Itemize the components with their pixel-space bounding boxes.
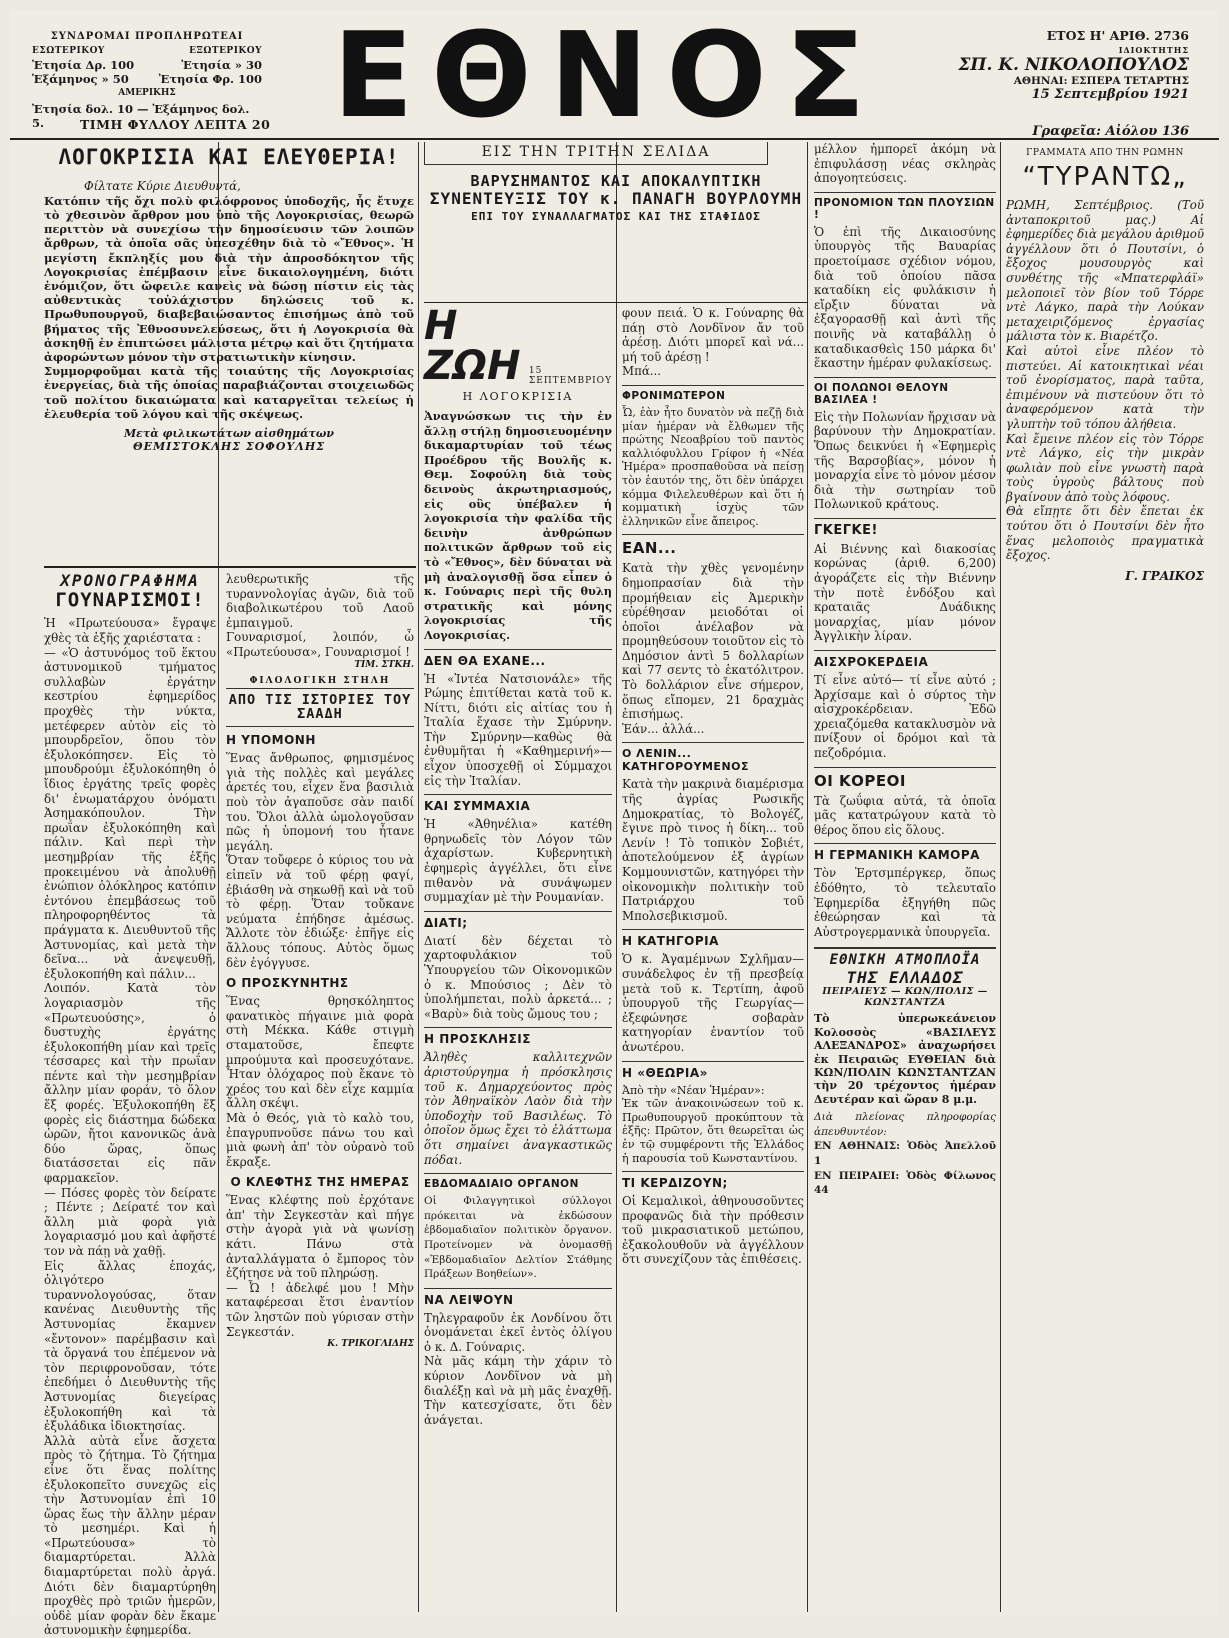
lenin-accused-body: Κατὰ τὴν μακρινὰ διαμέρισμα τῆς ἀγρίας Ρωσικῆς Δημοκρατίας, τὸ Βολογέζ, ἔγινε πρὸ τινος ἡ δίκη... τοῦ Λενίν ! Τὸ τοπικὸν Σοβιέτ, ἀποτελούμενον ἐξ ἀγρίων Κομμουνιστῶν, κατηγόρει τὴν οἰκονομικὴν πολιτικὴν τοῦ Πατριάρχου τοῦ Μπολσεβικισμοῦ. (622, 777, 804, 923)
life-title: Η ΖΩΗ (424, 303, 521, 389)
if-body: Κατὰ τὴν χθὲς γενομένην δημοπρασίαν διὰ τὴν προμήθειαν εἰς Ἀμερικὴν εὑρέθησαν μειοδόται οἱ ὁποῖοι ἀνέλαβον νὰ προμηθεύσουν τοιοῦτον εἰς τὸ Δημόσιον ἀντὶ 5 δολλαρίων καὶ 77 σεντς τὸ ἑκατόλιτρον. Τὸ δολλάριον εἶνε σήμερον, ὅπως εἴπομεν, 21 δραχμὰς ἐπισήμως. Ἐάν... ἀλλά... (622, 561, 804, 736)
literary-column-label: ΦΙΛΟΛΟΓΙΚΗ ΣΤΗΛΗ (249, 675, 391, 686)
theory-body: Ἀπὸ τὴν «Νέαν Ἡμέραν»: Ἐκ τῶν ἀνακοινώσεων τοῦ κ. Πρωθυπουργοῦ προκύπτουν τὰ ἑξῆς: Πρῶτον, ὅτι θεωρεῖται ὡς ἐν τῷ συμφέροντι τῆς Ἑλλάδος ἡ παρουσία τοῦ Κωνσταντίνου. (622, 1083, 804, 1165)
section-let-them-leave: ΝΑ ΛΕΙΨΟΥΝ (424, 1288, 612, 1307)
thief-body: Ἕνας κλέφτης ποὺ ἐρχότανε ἀπ' τὴν Σεγκεστὰν καὶ πήγε στὴν ἀγορὰ γιὰ νὰ ψωνίσῃ κάτι. Πάνω στὰ ἀνταλλάγματα ὁ ἔμπορος τὸν ἐζήτησε νὰ τοῦ πληρώσῃ. — Ὦ ! ἀδελφέ μου ! Μὴν καταφέρεσαι ἔτσι ἐναντίον τῶν ληστῶν ποὺ γύρισαν στὴν Σεγκεστάν. (226, 1193, 414, 1339)
editorial-closing: Μετὰ φιλικωτάτων αἰσθημάτων (123, 426, 335, 440)
owner-label: ΙΔΙΟΚΤΗΤΗΣ (1118, 45, 1189, 55)
office-address: Γραφεῖα: Αἰόλου 136 (1032, 124, 1189, 139)
section-lenin-accused: Ο ΛΕΝΙΝ... ΚΑΤΗΓΟΡΟΥΜΕΝΟΣ (622, 742, 804, 773)
weekly-organ-body: Οἱ Φιλαγγητικοὶ σύλλογοι πρόκειται νὰ ἐκδώσουν ἑβδομαδιαῖον πολιτικὸν ὄργανον. Προτείνομεν νὰ ὀνομασθῇ «Ἑβδομαδιαῖον Δελτίον Στάθμης Πράξεων Βοηθείων». (424, 1195, 612, 1281)
section-what-they-gain: ΤΙ ΚΕΡΔΙΖΟΥΝ; (622, 1171, 804, 1190)
alliance-body: Ἡ «Ἀθηνέλια» κατέθη θρηνωδεῖς τὸν Λόγον τῶν ἀχαρίστων. Κυβερνητικὴ ἐφημερὶς ἀγγέλλει, ὅτι εἶνε πιθανὸν νὰ συνάψωμεν συμμαχίαν μὲ τὴν Ρουμανίαν. (424, 817, 612, 905)
koreoi-body: Τὰ ζωΰφια αὐτά, τὰ ὁποῖα μᾶς κατατρώγουν κατὰ τὸ θέρος ὅπου εἰς ὅλους. (814, 793, 996, 837)
newspaper-title: ΕΘΝΟΣ (332, 6, 884, 144)
interview-headline-1: ΒΑΡΥΣΗΜΑΝΤΟΣ ΚΑΙ ΑΠΟΚΑΛΥΠΤΙΚΗ (470, 172, 762, 190)
foreign-label: ΕΞΩΤΕΡΙΚΟΥ (189, 46, 262, 56)
rate-foreign-francs: Ἐτησία Φρ. 100 (158, 72, 262, 86)
section-pilgrim: Ο ΠΡΟΣΚΥΝΗΤΗΣ (226, 976, 349, 991)
saadi-headline: ΑΠΟ ΤΙΣ ΙΣΤΟΡΙΕΣ ΤΟΥ ΣΑΑΔΗ (226, 688, 414, 728)
life-column (424, 303, 613, 1612)
chronicle-continuation-signature: ΤΙΜ. ΣΤΚΗ. (354, 659, 414, 670)
editorial-signature: ΘΕΜΙΣΤΟΚΛΗΣ ΣΟΦΟΥΛΗΣ (132, 439, 325, 453)
rome-letter-signature: Γ. ΓΡΑΙΚΟΣ (1125, 568, 1204, 583)
patience-body: Ἕνας ἄνθρωπος, φημισμένος γιὰ τὴς πολλὲς καὶ μεγάλες ἀρετές του, εἶχεν ἕνα βασιλιὰ ποὺ τὸν ἀγαποῦσε σὰν παιδί του. Ὅλοι ἀλλὰ ὡμολογοῦσαν πῶς ἡ ὑπομονή του ἦτανε μεγάλη. Ὅταν τοὔφερε ὁ κύριος του νὰ εἰπεῖν νὰ τοῦ φέρῃ φαγί, ἐβιάσθη νὰ σηκωθῇ καὶ νὰ τοῦ τὸ φέρῃ. Ὅταν τοὔκανε νεύματα ἐπήδησε ἀμέσως. Ἄλλοτε τὸν ἐδιώξε· ἐπῆγε εἰς ἄλλους τόπους. Αὐτὸς ὅμως δὲν ἐγόγγυσε. (226, 751, 414, 970)
gkegke-body: Αἱ Βιέννης καὶ διακοσίας κορώνας (ἀριθ. 6,200) ἀγοράζετε εἰς τὴν Βιέννην τὴν ποτὲ ἐνδόξου καὶ κραταιᾶς Δυάδικης μοναρχίας, μίαν μόνον Ἀγγλικὴν λίραν. (814, 541, 996, 644)
interview-banner (424, 142, 808, 322)
literary-column (226, 572, 414, 1612)
rome-letter-column (1006, 142, 1204, 1612)
section-accusation: Η ΚΑΤΗΓΟΡΙΑ (622, 929, 804, 948)
domestic-label: ΕΣΩΤΕΡΙΚΟΥ (32, 46, 105, 56)
interview-headline-2: ΣΥΝΕΝΤΕΥΞΙΣ ΤΟΥ κ. ΠΑΝΑΓΗ ΒΟΥΡΛΟΥΜΗ (429, 188, 803, 208)
editorial-headline: ΛΟΓΟΚΡΙΣΙΑ ΚΑΙ ΕΛΕΥΘΕΡΙΑ! (58, 145, 400, 169)
ad-info: Διὰ πλείονας πληροφορίας ἀπευθυντέον: (814, 1111, 996, 1138)
issue-number: ΕΤΟΣ Η' ΑΡΙΘ. 2736 (1046, 28, 1189, 43)
issue-price: ΤΙΜΗ ΦΥΛΛΟΥ ΛΕΠΤΑ 20 (80, 117, 271, 132)
section-patience: Η ΥΠΟΜΟΝΗ (226, 733, 316, 748)
profiteering-body: Τί εἶνε αὐτό— τί εἶνε αὐτό ; Ἀρχίσαμε καὶ ὁ σύρτος τὴν αἰσχροκέρδειαν. Ἐδῶ χρειαζόμεθα κατακλυσμὸν νὰ πνίξουν οἱ δρόμοι καὶ τὰ πεζοδρόμια. (814, 673, 996, 760)
section-poles-want-king: ΟΙ ΠΟΛΩΝΟΙ ΘΕΛΟΥΝ ΒΑΣΙΛΕΑ ! (814, 377, 996, 406)
third-page-tag: ΕΙΣ ΤΗΝ ΤΡΙΤΗΝ ΣΕΛΙΔΑ (424, 142, 768, 165)
rome-letter-body: ΡΩΜΗ, Σεπτέμβριος. (Τοῦ ἀνταποκριτοῦ μας.) Αἱ ἐφημερίδες διὰ μεγάλου ἀριθμοῦ ἀγγέλλουν ὅτι ὁ Πουτσίνι, ὁ ἔξοχος μουσουργὸς καὶ συνθέτης τῆς «Μπατερφλάϊ» μελοποιεῖ τὸν βίον τοῦ Τόρρε ντὲ Λάγκο, παρὰ τὴν Λούκαν μεταχειριζόμενος ἐργασίας μάλιστα τὸν κ. Βιαρέτζο. Καὶ αὐτοὶ εἶνε πλέον τὸ πιστεύει. Αἱ κατοικητικαὶ νέαι τοῦ ἐνορίσματος, παρὰ ταῦτα, ἐπιμένουν νὰ πιστεύουν ὅτι τὸ ἀναφερόμενον κατὰ τὴν γλυπτὴν τοῦ τόπου ἀλήθεια. Καὶ ἔμεινε πλέον εἰς τὸν Τόρρε ντὲ Λάγκο, εἰς τὴν μικρὰν φωλιὰν ποὺ εἶνε γνωστὴ παρὰ τοὺς ὑγροὺς βάλτους ποὺ βγαίνουν ἀπὸ τοὺς λόφους. Θὰ εἴπῃτε ὅτι δὲν ἔπεται ἐκ τούτου ὅτι ὁ Πουτσίνι δὲν ἦτο ἕνας μελοποιὸς πραγματικὰ ἔξοχος. (1006, 198, 1204, 563)
poles-body: Εἰς τὴν Πολωνίαν ἤρχισαν νὰ βαρύνουν τὴν Δημοκρατίαν. Ὅπως δεικνύει ἡ «Ἐφημερὶς τῆς Βαρσοβίας», μόνον ἡ μοναρχία εἶνε τὸ μόνον μέσον διὰ τὴν σωτηρίαν τοῦ Πολωνικοῦ κράτους. (814, 409, 996, 512)
edition-line: ΑΘΗΝΑΙ: ΕΣΠΕΡΑ ΤΕΤΑΡΤΗΣ (1013, 75, 1189, 87)
issue-date: 15 Σεπτεμβρίου 1921 (1031, 87, 1189, 102)
privilege-body: Ὁ ἐπὶ τῆς Δικαιοσύνης ὑπουργὸς τῆς Βαυαρίας προετοίμασε σχέδιον νόμου, διὰ τοῦ ὁποίου πᾶσα καταδίκη εἰς φυλάκισιν ἡ εἴρξιν δύναται νὰ ἐξαγορασθῇ καὶ ἀντὶ τῆς ποινῆς νὰ καταβάλλῃ ὁ καταδικασθεὶς 150 μάρκα δι' ἕκαστην ἡμέραν φυλακίσεως. (814, 224, 996, 371)
section-weekly-organ: ΕΒΔΟΜΑΔΙΑΙΟ ΟΡΓΑΝΟΝ (424, 1173, 612, 1190)
column-rule-5 (1000, 142, 1001, 1612)
ad-piraeus-office: ΕΝ ΠΕΙΡΑΙΕΙ: Ὁδὸς Φίλωνος 44 (814, 1169, 996, 1197)
editorial-rule (44, 566, 416, 568)
what-they-gain-body: Οἱ Κεμαλικοὶ, ἀθηνουσοῦντες προφανῶς διὰ τὴν πρόθεσιν τοῦ μικρασιατικοῦ μετώπου, ἐξακολουθοῦν νὰ ἀγγέλλουν ὅτι συνεχίζουν τὰς ἐπιθέσεις. (622, 1194, 804, 1267)
subscription-box (32, 30, 262, 130)
let-them-leave-body: Τηλεγραφοῦν ἐκ Λονδίνου ὅτι ὀνομάνεται ἐκεῖ ἐντὸς ὀλίγου ὁ κ. Δ. Γούναρις. Νὰ μᾶς κάμη τὴν χάριν τὸ κύριον Λονδῖνον νὰ μὴ διαλέξῃ καὶ νὰ μὴ μᾶς ἐναχθῇ. Τὴν κατεσχίσατε, ὅτι δὲν ἀνάγεται. (424, 1310, 612, 1427)
rome-letter-label: ΓΡΑΜΜΑΤΑ ΑΠΟ ΤΗΝ ΡΩΜΗΝ (1026, 148, 1184, 158)
rome-letter-headline: “ΤΥΡΑΝΤΩ„ (1022, 162, 1188, 192)
interview-rule (424, 302, 808, 303)
section-gkegke: ΓΚΕΓΚΕ! (814, 518, 996, 538)
chronicle-label: ΧΡΟΝΟΓΡΑΦΗΜΑ (60, 571, 200, 590)
section-invitation: Η ΠΡΟΣΚΛΗΣΙΣ (424, 1027, 612, 1046)
section-alliance: ΚΑΙ ΣΥΜΜΑΧΙΑ (424, 794, 612, 813)
editorial-body: Κατόπιν τῆς ὄχι πολὺ φιλόφρονος ὑποδοχῆς, ἧς ἔτυχε τὸ χθεσινὸν ἄρθρον μου ὑπὸ τῆς Λογοκρισίας, θεωρῶ περιττὸν νὰ συνεχίσω τὴν δημοσίευσιν τῶν λοιπῶν ἄρθρων, τὰ ὁποῖα σᾶς ὑπεσχέθην διὰ τὸ «Ἔθνος». Ἡ μεγίστη ἔκπληξίς μου διὰ τὴν ἀπροσδόκητον τῆς Λογοκρισίας ἐπέμβασιν εἶνε δικαιολογημένη, διότι ἐνόμιζον, ὅτι ὤφειλε κανεὶς νὰ δώσῃ πίστιν εἰς τὰς αὐθεντικὰς τοὐλάχιστον δηλώσεις τοῦ κ. Πρωθυπουργοῦ, διαβεβαιώσαντος ἐπισήμως ἀπὸ τοῦ βήματος τῆς Ἐθνοσυνελεύσεως, ὅτι ἡ Λογοκρισία θὰ ἀσκηθῇ ἐν ἐπιπτώσει μάλιστα μέτρῳ καὶ ὅτι ζητήματα ἀφορώντων μόνον τὴν στρατιωτικὴν κίνησιν. Συμμορφοῦμαι κατὰ τῆς τοιαύτης τῆς Λογοκρισίας ἐνεργείας, διὰ τῆς ὁποίας παραβιάζονται στοιχειωδῶς τοῦ πολίτου δικαιώματα καὶ καταργεῖται τελείως ἡ ἐλευθερία τοῦ λόγου καὶ τῆς σκέψεως. (44, 193, 414, 421)
america-label: ΑΜΕΡΙΚΗΣ (118, 88, 176, 98)
news-column-5 (814, 142, 996, 1612)
owner-name: ΣΠ. Κ. ΝΙΚΟΛΟΠΟΥΛΟΣ (958, 55, 1189, 75)
life-heading-row (424, 303, 613, 389)
saadi-signature: Κ. ΤΡΙΚΟΓΛΙΔΗΣ (327, 1339, 414, 1350)
chronicle-body: Ἡ «Πρωτεύουσα» ἔγραψε χθὲς τὰ ἑξῆς χαριέστατα : — «Ὁ ἀστυνόμος τοῦ ἕκτου ἀστυνομικοῦ τμήματος συλλαβὼν ἐργάτην κεστρίου ἐφημερίδος προχθὲς τὴν νύκτα, μετέφερεν αὐτὸν εἰς τὸ μπουρδρεῖον, ὅπου τὸν ἐξυλοκόπησεν. Εἰς τὸ μπουδρούμι ἐξυλοκόπηθη ὁ ἴδιος ἐργάτης τρεῖς φορὲς δι' ἐνωματάρχου ὀνόματι Ἀσημακόπουλον. Τὴν πρωΐαν ἐξυλοκόπηθη καὶ πάλιν. Καὶ περὶ τὴν μεσημβρίαν τῆς ἐξῆς προκειμένου νὰ ἀπολυθῇ ἐνώπιον ὁλόκληρος κατόπιν ἐντόνου ἐπεμβάσεως τοῦ πληροφορηθέντος τὰ πράγματα κ. Διευθυντοῦ τῆς Ἀστυνομίας, καὶ μετὰ τὴν δεῖνα... νὰ ἀνεψευθῇ, ἐξυλοκοπήθη καὶ πάλιν... Λοιπόν. Κατὰ τὸν λογαριασμὸν τῆς «Πρωτευούσης», ὁ δυστυχὴς ἐργάτης ἐξυλοκοπήθη μίαν καὶ τρεῖς τέσσαρες καὶ τὴν πρωΐαν πέντε καὶ τὴν μεσημβρίαν ἄλλην μίαν φοράν, τὸ ὅλον ἕξ φορές. Ἐξυλοκοπήθη ἕξ φορὲς εἰς διάστημα δώδεκα ὡρῶν, ἤτοι κανονικῶς ἀνὰ δύο ὥρας, ὅπως διατάσσεται εἰς πᾶν φαρμακεῖον. — Πόσες φορὲς τὸν δείρατε ; Πέντε ; Δείρατέ τον καὶ ἄλλη μιὰ φορὰ γιὰ λογαριασμό μου καὶ ἀφῆστέ τον νὰ πάῃ νὰ χαθῇ. Εἰς ἄλλας ἐποχάς, ὀλιγότερο τυραννολογούσας, ὅταν κανένας Διευθυντὴς τῆς Ἀστυνομίας ἔκαμνεν «ἔντονον» παρέμβασιν καὶ τὰ ὄργανά του ἐπέμενον νὰ τὸν περιφρονοῦσαν, τότε ἐπεδήμει ὁ Διευθυντὴς τῆς Ἀστυνομίας διεγείρας ἐξυλοκοπήθη καὶ τὰ ἐξυλάδικα ἰδιοκτησίας. Ἀλλὰ αὐτὰ εἶνε ἄσχετα πρὸς τὸ ζήτημα. Τὸ ζήτημα εἶνε ὅτι ἕνας πολίτης ἐξυλοκοπεῖτο συνεχῶς εἰς τὴν Ἀστυνομίαν ἐπὶ 10 ὥρας ἕως τὴν ἄλλην μέραν τὸ μεσημέρι. Καὶ ἡ «Πρωτεύουσα» τὸ διαμαρτύρεται. Ἀλλὰ διαμαρτύρεται πολὺ ἀργά. Διότι δὲν διαμαρτύρηθη προχθὲς πρὸ τριῶν ἡμερῶν, οὐδὲ μίαν φορὰν δὲν ἔκαμε ἀστυνομικὴν ἐφημερίδα. (44, 616, 216, 1638)
newspaper-page (10, 6, 1219, 1638)
section-if: ΕΑΝ... (622, 534, 804, 557)
would-not-lose-body: Ἡ «Ἰντέα Νατσιονάλε» τῆς Ρώμης ἐπιτίθεται κατὰ τοῦ κ. Νίττι, διότι εἰς αἰτίας του ἡ Ἰταλία ἔχασε τὴν Σμύρνην. Τὴν Σμύρνην—καθὼς θὰ ἐνθυμῆται ἡ «Καθημερινή»—εἶχον ὑποσχεθῇ οἱ Σύμμαχοι εἰς τὴν Ἰταλίαν. (424, 671, 612, 788)
col4-top-continuation: φουν πειά. Ὁ κ. Γούναρης θὰ πάῃ στὸ Λονδῖνον ἄν τοῦ ἀρέσῃ. Διότι μπορεῖ καὶ νά... μή τοῦ ἀρέσῃ ! Μπά... (622, 306, 804, 379)
ad-athens-office: ΕΝ ΑΘΗΝΑΙΣ: Ὁδὸς Ἀπελλοῦ 1 (814, 1140, 996, 1167)
col5-top-continuation: μέλλον ἠμπορεῖ ἀκόμη νὰ ἐπιφυλάσσῃ νέας σκληρὰς ἀπογοητεύσεις. (814, 142, 996, 186)
ad-body: Τὸ ὑπερωκεάνειον Κολοσσὸς «ΒΑΣΙΛΕΥΣ ΑΛΕΞΑΝΔΡΟΣ» ἀναχωρήσει ἐκ Πειραιῶς ΕΥΘΕΙΑΝ διὰ ΚΩΝ/ΠΟΛΙΝ ΚΩΝΣΤΑΝΤΖΑΝ τὴν 20 τρέχοντος ἡμέραν Δευτέραν καὶ ὥραν 8 μ.μ. (814, 1012, 996, 1106)
ad-title-1: ΕΘΝΙΚΗ ΑΤΜΟΠΛΟΪΑ (829, 952, 981, 969)
censorship-subhead: Η ΛΟΓΟΚΡΙΣΙΑ (462, 390, 574, 403)
publication-info (919, 28, 1189, 139)
rate-domestic-annual: Ἐτησία Δρ. 100 (32, 58, 135, 72)
column-rule-4 (807, 142, 808, 1612)
section-profiteering: ΑΙΣΧΡΟΚΕΡΔΕΙΑ (814, 650, 996, 669)
invitation-body: Ἀληθὲς καλλιτεχνῶν ἀριστούργημα ἡ πρόσκλησις τοῦ κ. Δημαρχεύοντος πρὸς τὸν Ἀθηναϊκὸν Λαὸν διὰ τὴν ὑποδοχὴν τοῦ Βασιλέως. Τὸ ὁποῖον ὅμως ἔχει τὸ ἐλάττωμα ὅτι σημαίνει ἀναγκαστικῶς πόδαι. (424, 1050, 612, 1167)
section-german-camorra: Η ΓΕΡΜΑΝΙΚΗ ΚΑΜΟΡΑ (814, 843, 996, 862)
section-koreoi: ΟΙ ΚΟΡΕΟΙ (814, 767, 996, 790)
masthead-rule (10, 138, 1219, 140)
column-rule-3 (616, 142, 617, 1612)
section-theory: Η «ΘΕΩΡΙΑ» (622, 1061, 804, 1080)
section-privilege-of-rich: ΠΡΟΝΟΜΙΟΝ ΤΩΝ ΠΛΟΥΣΙΩΝ ! (814, 192, 996, 221)
accusation-body: Ὁ κ. Ἀγαμέμνων Σχλῆμαν— συνάδελφος ἐν τῇ πρεσβείᾳ μετὰ τοῦ κ. Τερτίπη, ἀφοῦ ὑπουργοῦ τῆς Γεωργίας— ἐξεφώνησε σοβαρὰν κατηγορίαν ἐναντίον τοῦ ἀνωτέρου. (622, 952, 804, 1054)
german-camorra-body: Τὸν Ἐρτσμπέργκερ, ὅπως ἐδόθητο, τὸ τελευταῖο Ἐφημερίδα ἐξηγήθη πῶς ἐθεώρησαν καὶ τὰ Αὐστρογερμανικὰ ὑπουργεῖα. (814, 866, 996, 939)
censorship-body: Ἀναγνώσκων τις τὴν ἐν ἄλλῃ στήλῃ δημοσιευομένην δικαμαρτυρίαν τοῦ τέως Προέδρου τῆς Βουλῆς κ. Θεμ. Σοφούλη διὰ τοὺς δεινοὺς ἀκρωτηριασμούς, εἰς οὓς ὑπέβαλεν ἡ λογοκρισία τὴν φαλίδα τῆς δεινὴν ἀνθρώπων πολιτικῶν ἄρθρων τοῦ εἰς τὸ «Ἔθνος», δὲν δύναται νὰ μὴ ἀναλογισθῇ ὅσα εἶπεν ὁ κ. Γούναρις περὶ τῆς θυλη στρατικῆς καὶ μόνης λογοκρισίας τῆς Λογοκρισίας. (424, 409, 612, 642)
masthead (10, 6, 1219, 144)
editorial-salutation: Φίλτατε Κύριε Διευθυντά, (84, 179, 241, 194)
section-why: ΔΙΑΤΙ; (424, 911, 612, 930)
shipping-advertisement (814, 947, 996, 1197)
life-date: 15 ΣΕΠΤΕΜΒΡΙΟΥ (528, 366, 613, 386)
section-would-not-lose: ΔΕΝ ΘΑ ΕΧΑΝΕ... (424, 649, 612, 668)
rate-foreign-annual: Ἐτησία » 30 (181, 58, 262, 72)
section-thief: Ο ΚΛΕΦΤΗΣ ΤΗΣ ΗΜΕΡΑΣ (230, 1175, 410, 1190)
chronicle-title: ΓΟΥΝΑΡΙΣΜΟΙ! (55, 588, 205, 611)
rate-domestic-semiannual: Ἑξάμηνος » 50 (32, 72, 129, 86)
why-body: Διατί δὲν δέχεται τὸ χαρτοφυλάκιον τοῦ Ὑπουργείου τῶν Οἰκονομικῶν ὁ κ. Μπούσιος ; Δὲν τὸ ὑπολήμπεται, πολὺ ἀρκετά... ; «Βαρὺ» διὰ τοὺς ὤμους του ; (424, 933, 612, 1021)
pilgrim-body: Ἕνας θρησκόληπτος φανατικὸς πήγαινε μιὰ φορὰ στὴ Μέκκα. Κάθε στιγμὴ σταματοῦσε, ἔπεφτε μπρούμυτα καὶ προσευχότανε. Ἦταν ὁλόχαρος ποὺ ἔκανε τὸ χρέος του καὶ δὲν εἶχε καμμία ἄλλη σκέψι. Μὰ ὁ Θεός, γιὰ τὸ καλὸ του, ἐπαγρυπνοῦσε πάνω του καὶ μιὰ φωνὴ ἀπ' τὸν οὐρανὸ τοῦ ἔκραξε. (226, 994, 414, 1169)
rate-america: Ἐτησία δολ. 10 — Ἑξάμηνος δολ. 5. (32, 102, 250, 130)
ad-route: ΠΕΙΡΑΙΕΥΣ — ΚΩΝ/ΠΟΛΙΣ — ΚΩΝΣΤΑΝΤΖΑ (822, 986, 988, 1009)
column-rule-2 (418, 142, 419, 1612)
subscriptions-heading: ΣΥΝΔΡΟΜΑΙ ΠΡΟΠΛΗΡΩΤΕΑΙ (50, 31, 244, 42)
ad-title-2: ΤΗΣ ΕΛΛΑΔΟΣ (846, 967, 964, 987)
news-column-4 (622, 306, 804, 1612)
chronicle-continuation: λευθερωτικῆς τῆς τυραννολογίας ἀγῶν, διὰ τοῦ διαβολικωτέρου τοῦ Λαοῦ ἐμπαιγμοῦ. Γουναρισμοί, λοιπόν, ὦ «Πρωτεύουσα», Γουναρισμοί ! (226, 572, 414, 659)
chronicle-article (44, 571, 216, 1638)
editorial-article (44, 142, 414, 562)
interview-headline-3: ΕΠΙ ΤΟΥ ΣΥΝΑΛΛΑΓΜΑΤΟΣ ΚΑΙ ΤΗΣ ΣΤΑΦΙΔΟΣ (471, 210, 761, 224)
section-more-prudent: ΦΡΟΝΙΜΩΤΕΡΟΝ (622, 385, 804, 402)
more-prudent-body: Ὦ, ἐὰν ἦτο δυνατὸν νὰ πεζῇ διὰ μίαν ἡμέραν νὰ ἔλθωμεν τῆς πρώτης Νεοαβρίου τοῦ παντὸς καλλιόφυλλου Γρίφον ἡ «Νέα Ἡμέρα» προσπαθοῦσα νὰ πείσῃ τὸν ἑαυτόν της, ὅτι δὲν ὑπάρχει κόμμα Φιλελευθέρων καὶ ὅτι ἡ κομματικὴ ἰσχὺς τῶν ἐλληνικῶν εἶνε ἄπειρος. (622, 405, 804, 528)
